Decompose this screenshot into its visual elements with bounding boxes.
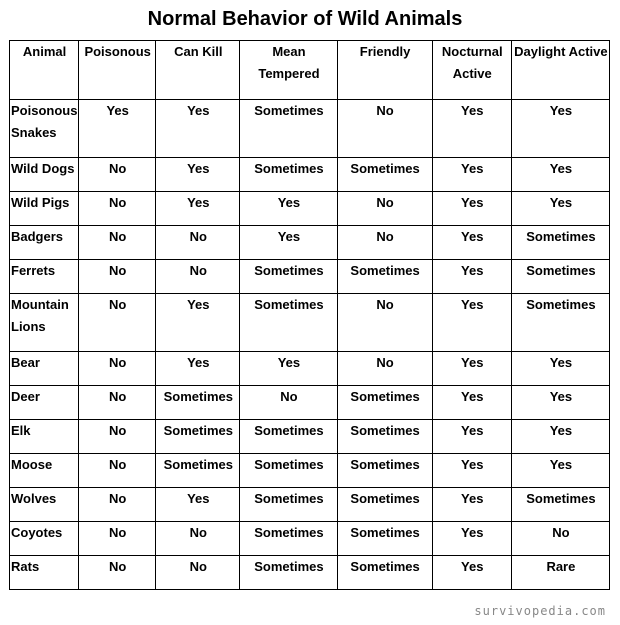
table-cell: Sometimes xyxy=(337,158,432,192)
table-cell: Sometimes xyxy=(156,420,240,454)
table-row xyxy=(10,100,610,158)
table-cell: Yes xyxy=(511,352,609,386)
table-row xyxy=(10,192,610,226)
table-cell: No xyxy=(79,386,156,420)
header-animal: Animal xyxy=(10,41,79,100)
table-cell: Yes xyxy=(432,260,511,294)
table-cell: Sometimes xyxy=(240,522,337,556)
table-cell: Yes xyxy=(156,158,240,192)
table-cell: No xyxy=(156,226,240,260)
animal-name-cell: Deer xyxy=(10,386,79,420)
table-cell: No xyxy=(79,192,156,226)
table-row xyxy=(10,386,610,420)
table-row xyxy=(10,488,610,522)
table-cell: No xyxy=(79,488,156,522)
table-cell: No xyxy=(337,352,432,386)
table-cell: No xyxy=(79,420,156,454)
table-cell: Sometimes xyxy=(511,488,609,522)
table-cell: Yes xyxy=(156,100,240,158)
animal-name-cell: Moose xyxy=(10,454,79,488)
table-cell: Yes xyxy=(511,100,609,158)
table-cell: Yes xyxy=(432,386,511,420)
table-cell: Yes xyxy=(240,352,337,386)
animal-name-cell: Badgers xyxy=(10,226,79,260)
table-cell: Sometimes xyxy=(240,158,337,192)
table-cell: Yes xyxy=(432,226,511,260)
table-cell: Yes xyxy=(432,556,511,590)
footer-credit: survivopedia.com xyxy=(474,604,606,618)
animal-name-cell: Poisonous Snakes xyxy=(10,100,79,158)
table-cell: Yes xyxy=(432,294,511,352)
table-cell: Sometimes xyxy=(337,386,432,420)
table-cell: Sometimes xyxy=(240,100,337,158)
header-poisonous: Poisonous xyxy=(79,41,156,100)
table-cell: No xyxy=(511,522,609,556)
table-cell: Yes xyxy=(79,100,156,158)
table-cell: Sometimes xyxy=(240,260,337,294)
header-row xyxy=(10,41,610,100)
table-cell: No xyxy=(240,386,337,420)
table-row xyxy=(10,352,610,386)
table-cell: Sometimes xyxy=(337,556,432,590)
header-friendly: Friendly xyxy=(337,41,432,100)
table-cell: Yes xyxy=(511,454,609,488)
table-row xyxy=(10,454,610,488)
table-cell: Sometimes xyxy=(511,260,609,294)
table-cell: Sometimes xyxy=(337,420,432,454)
table-cell: Sometimes xyxy=(156,454,240,488)
table-cell: No xyxy=(337,294,432,352)
table-cell: Yes xyxy=(511,192,609,226)
table-cell: Sometimes xyxy=(337,260,432,294)
animal-name-cell: Wild Dogs xyxy=(10,158,79,192)
table-cell: No xyxy=(79,352,156,386)
table-cell: Sometimes xyxy=(240,454,337,488)
table-cell: Sometimes xyxy=(156,386,240,420)
table-cell: Yes xyxy=(240,192,337,226)
table-row xyxy=(10,522,610,556)
table-cell: Yes xyxy=(511,386,609,420)
table-row xyxy=(10,260,610,294)
animal-name-cell: Coyotes xyxy=(10,522,79,556)
animal-name-cell: Mountain Lions xyxy=(10,294,79,352)
table-cell: Yes xyxy=(511,420,609,454)
animal-name-cell: Wolves xyxy=(10,488,79,522)
table-cell: Yes xyxy=(240,226,337,260)
table-cell: Sometimes xyxy=(511,294,609,352)
table-cell: No xyxy=(79,454,156,488)
table-cell: Sometimes xyxy=(240,556,337,590)
table-row xyxy=(10,226,610,260)
table-cell: Yes xyxy=(156,488,240,522)
table-cell: Rare xyxy=(511,556,609,590)
table-cell: No xyxy=(337,226,432,260)
table-cell: No xyxy=(79,260,156,294)
table-cell: No xyxy=(337,100,432,158)
animal-name-cell: Bear xyxy=(10,352,79,386)
page-title: Normal Behavior of Wild Animals xyxy=(147,8,463,30)
table-cell: No xyxy=(79,556,156,590)
table-cell: Yes xyxy=(432,158,511,192)
table-row xyxy=(10,294,610,352)
table-cell: Sometimes xyxy=(337,522,432,556)
header-daylight-active: Daylight Active xyxy=(511,41,609,100)
table-cell: Sometimes xyxy=(240,488,337,522)
table-row xyxy=(10,420,610,454)
header-nocturnal-active: Nocturnal Active xyxy=(432,41,511,100)
table-cell: Sometimes xyxy=(240,420,337,454)
table-cell: Sometimes xyxy=(337,454,432,488)
table-cell: No xyxy=(79,522,156,556)
table-cell: No xyxy=(156,260,240,294)
table-cell: Sometimes xyxy=(511,226,609,260)
table-cell: Yes xyxy=(156,192,240,226)
table-body xyxy=(10,100,610,590)
animal-name-cell: Ferrets xyxy=(10,260,79,294)
table-cell: No xyxy=(79,158,156,192)
table-cell: Sometimes xyxy=(337,488,432,522)
table-cell: Sometimes xyxy=(240,294,337,352)
header-can-kill: Can Kill xyxy=(156,41,240,100)
table-row xyxy=(10,556,610,590)
table-cell: Yes xyxy=(432,488,511,522)
table-row xyxy=(10,158,610,192)
header-mean-tempered: Mean Tempered xyxy=(240,41,337,100)
table-cell: No xyxy=(156,556,240,590)
table-cell: Yes xyxy=(432,352,511,386)
table-cell: Yes xyxy=(511,158,609,192)
table-cell: Yes xyxy=(432,100,511,158)
behavior-table xyxy=(9,40,610,590)
table-cell: Yes xyxy=(156,352,240,386)
table-cell: No xyxy=(79,294,156,352)
table-cell: No xyxy=(337,192,432,226)
animal-name-cell: Elk xyxy=(10,420,79,454)
table-cell: Yes xyxy=(432,420,511,454)
table-cell: No xyxy=(79,226,156,260)
table-cell: Yes xyxy=(432,522,511,556)
table-cell: No xyxy=(156,522,240,556)
table-cell: Yes xyxy=(432,192,511,226)
animal-name-cell: Wild Pigs xyxy=(10,192,79,226)
table-cell: Yes xyxy=(432,454,511,488)
table-cell: Yes xyxy=(156,294,240,352)
animal-name-cell: Rats xyxy=(10,556,79,590)
